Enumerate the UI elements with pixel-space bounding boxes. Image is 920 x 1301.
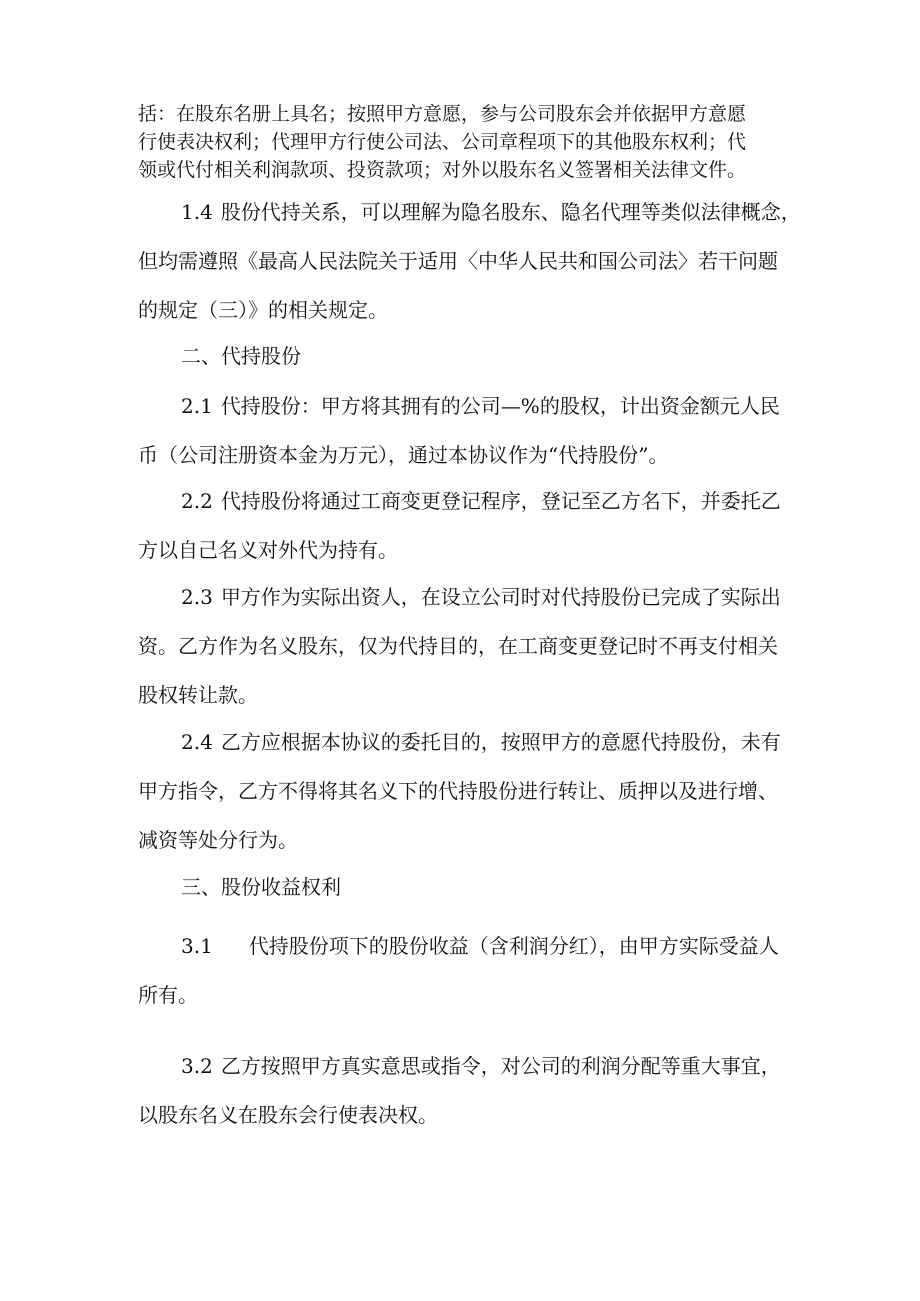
text-line: 领或代付相关利润款项、投资款项；对外以股东名义签署相关法律文件。 (138, 159, 747, 181)
clause-first-line (138, 922, 788, 971)
clause-number: 1.4 (181, 200, 213, 224)
clause-first-line (138, 477, 788, 526)
clause-number: 2.4 (181, 730, 213, 754)
clause-3-1 (138, 922, 788, 1020)
clause-number: 2.3 (181, 585, 213, 609)
text-line: 以股东名义在股东会行使表决权。 (138, 1103, 438, 1127)
clause-first-line (138, 718, 788, 767)
text-line: 币（公司注册资本金为万元），通过本协议作为“代持股份”。 (138, 443, 669, 467)
clause-number: 2.2 (181, 489, 213, 513)
text-line: 方以自己名义对外代为持有。 (138, 538, 398, 562)
clause-number: 3.1 (181, 934, 213, 958)
clause-first-line (138, 382, 788, 431)
section-heading-2 (138, 332, 788, 381)
clause-number: 2.1 (181, 394, 213, 418)
text-line: 减资等处分行为。 (138, 828, 298, 852)
text-line: 资。乙方作为名义股东，仅为代持目的，在工商变更登记时不再支付相关 (138, 634, 778, 658)
text-line: 股权转让款。 (138, 683, 258, 707)
clause-text: 代持股份将通过工商变更登记程序，登记至乙方名下，并委托乙 (220, 489, 781, 513)
section-title: 三、股份收益权利 (181, 875, 341, 899)
text-line: 括：在股东名册上具名；按照甲方意愿，参与公司股东会并依据甲方意愿 (138, 103, 747, 125)
clause-3-2 (138, 1042, 788, 1140)
clause-2-4 (138, 718, 788, 865)
section-title: 二、代持股份 (181, 344, 301, 368)
paragraph-intro (138, 100, 788, 184)
clause-1-4 (138, 188, 801, 335)
clause-text: 乙方按照甲方真实意思或指令，对公司的利润分配等重大事宜， (220, 1054, 781, 1078)
clause-text: 代持股份：甲方将其拥有的公司—%的股权，计出资金额元人民 (220, 394, 780, 418)
text-line: 甲方指令，乙方不得将其名义下的代持股份进行转让、质押以及进行增、 (138, 779, 778, 803)
section-heading-3 (138, 863, 788, 912)
text-line: 行使表决权利；代理甲方行使公司法、公司章程项下的其他股东权利；代 (138, 131, 747, 153)
clause-text: 代持股份项下的股份收益（含利润分红），由甲方实际受益人 (248, 934, 779, 958)
text-line: 所有。 (138, 983, 198, 1007)
clause-text: 甲方作为实际出资人，在设立公司时对代持股份已完成了实际出 (220, 585, 781, 609)
clause-number: 3.2 (181, 1054, 213, 1078)
clause-first-line (138, 1042, 788, 1091)
clause-first-line (138, 573, 788, 622)
clause-first-line (138, 188, 801, 237)
clause-text: 股份代持关系，可以理解为隐名股东、隐名代理等类似法律概念， (220, 200, 801, 224)
text-line: 的规定（三）》的相关规定。 (138, 298, 388, 322)
text-line: 但均需遵照《最高人民法院关于适用〈中华人民共和国公司法〉若干问题 (138, 249, 778, 273)
clause-2-3 (138, 573, 788, 720)
clause-text: 乙方应根据本协议的委托目的，按照甲方的意愿代持股份，未有 (220, 730, 781, 754)
clause-2-1 (138, 382, 788, 480)
clause-2-2 (138, 477, 788, 575)
